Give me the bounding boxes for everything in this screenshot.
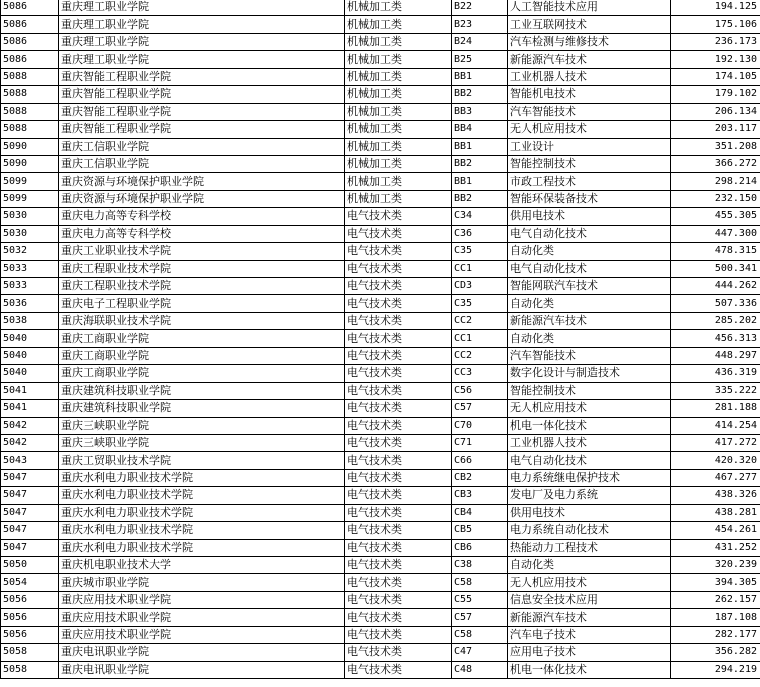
table-row [1,33,760,50]
major-name-cell: 工业机器人技术 [508,68,671,85]
school-code-cell: 5036 [1,295,59,312]
school-code-cell: 5088 [1,68,59,85]
major-code-cell: BB1 [452,68,508,85]
major-name-cell: 电力系统自动化技术 [508,522,671,539]
score-cell: 417.272 [671,434,760,451]
score-cell: 456.313 [671,330,760,347]
major-name-cell: 自动化类 [508,243,671,260]
major-name-cell: 自动化类 [508,330,671,347]
major-code-cell: B25 [452,51,508,68]
table-row [1,469,760,486]
category-cell: 电气技术类 [345,539,452,556]
score-cell: 478.315 [671,243,760,260]
table-row [1,0,760,16]
table-row [1,574,760,591]
major-code-cell: CC1 [452,330,508,347]
school-code-cell: 5047 [1,469,59,486]
score-cell: 294.219 [671,661,760,678]
score-cell: 236.173 [671,33,760,50]
major-name-cell: 汽车检测与维修技术 [508,33,671,50]
major-code-cell: CB6 [452,539,508,556]
school-name-cell: 重庆三峡职业学院 [59,417,345,434]
table-row [1,452,760,469]
major-name-cell: 汽车电子技术 [508,626,671,643]
major-code-cell: C56 [452,382,508,399]
school-code-cell: 5056 [1,591,59,608]
school-code-cell: 5086 [1,0,59,16]
category-cell: 电气技术类 [345,382,452,399]
school-name-cell: 重庆智能工程职业学院 [59,68,345,85]
table-row [1,208,760,225]
major-code-cell: C71 [452,434,508,451]
school-code-cell: 5040 [1,330,59,347]
school-code-cell: 5054 [1,574,59,591]
school-name-cell: 重庆工信职业学院 [59,155,345,172]
category-cell: 电气技术类 [345,434,452,451]
major-name-cell: 工业机器人技术 [508,434,671,451]
category-cell: 机械加工类 [345,33,452,50]
score-cell: 179.102 [671,86,760,103]
major-code-cell: C57 [452,609,508,626]
major-name-cell: 数字化设计与制造技术 [508,365,671,382]
school-name-cell: 重庆理工职业学院 [59,0,345,16]
major-name-cell: 机电一体化技术 [508,417,671,434]
school-name-cell: 重庆智能工程职业学院 [59,121,345,138]
category-cell: 电气技术类 [345,295,452,312]
score-cell: 448.297 [671,347,760,364]
category-cell: 电气技术类 [345,522,452,539]
school-name-cell: 重庆应用技术职业学院 [59,626,345,643]
school-code-cell: 5041 [1,400,59,417]
category-cell: 机械加工类 [345,138,452,155]
table-body [1,0,760,679]
category-cell: 机械加工类 [345,0,452,16]
category-cell: 电气技术类 [345,400,452,417]
school-name-cell: 重庆资源与环境保护职业学院 [59,190,345,207]
school-name-cell: 重庆工业职业技术学院 [59,243,345,260]
school-code-cell: 5088 [1,86,59,103]
table-row [1,434,760,451]
score-cell: 203.117 [671,121,760,138]
major-code-cell: CB5 [452,522,508,539]
category-cell: 机械加工类 [345,173,452,190]
score-cell: 420.320 [671,452,760,469]
school-code-cell: 5099 [1,173,59,190]
school-name-cell: 重庆建筑科技职业学院 [59,382,345,399]
category-cell: 电气技术类 [345,626,452,643]
major-code-cell: C36 [452,225,508,242]
major-name-cell: 电气自动化技术 [508,452,671,469]
category-cell: 机械加工类 [345,155,452,172]
major-code-cell: C66 [452,452,508,469]
school-name-cell: 重庆理工职业学院 [59,16,345,33]
category-cell: 机械加工类 [345,68,452,85]
school-code-cell: 5030 [1,208,59,225]
major-name-cell: 电气自动化技术 [508,260,671,277]
category-cell: 电气技术类 [345,208,452,225]
category-cell: 电气技术类 [345,278,452,295]
major-name-cell: 智能控制技术 [508,382,671,399]
school-name-cell: 重庆水利电力职业技术学院 [59,487,345,504]
school-name-cell: 重庆理工职业学院 [59,51,345,68]
score-cell: 455.305 [671,208,760,225]
table-row [1,103,760,120]
major-name-cell: 电气自动化技术 [508,225,671,242]
school-code-cell: 5042 [1,434,59,451]
major-name-cell: 人工智能技术应用 [508,0,671,16]
major-name-cell: 新能源汽车技术 [508,312,671,329]
table-row [1,155,760,172]
school-name-cell: 重庆水利电力职业技术学院 [59,469,345,486]
table-row [1,68,760,85]
school-name-cell: 重庆工商职业学院 [59,347,345,364]
score-cell: 467.277 [671,469,760,486]
major-code-cell: C58 [452,574,508,591]
school-name-cell: 重庆工程职业技术学院 [59,278,345,295]
score-cell: 335.222 [671,382,760,399]
category-cell: 电气技术类 [345,609,452,626]
major-code-cell: C48 [452,661,508,678]
score-cell: 431.252 [671,539,760,556]
table-row [1,504,760,521]
category-cell: 电气技术类 [345,504,452,521]
table-row [1,121,760,138]
score-cell: 444.262 [671,278,760,295]
major-code-cell: BB4 [452,121,508,138]
school-code-cell: 5040 [1,347,59,364]
table-row [1,522,760,539]
major-code-cell: BB1 [452,173,508,190]
score-cell: 232.150 [671,190,760,207]
score-cell: 414.254 [671,417,760,434]
school-code-cell: 5033 [1,278,59,295]
score-cell: 194.125 [671,0,760,16]
school-name-cell: 重庆工商职业学院 [59,330,345,347]
school-name-cell: 重庆应用技术职业学院 [59,609,345,626]
major-code-cell: CB3 [452,487,508,504]
school-code-cell: 5047 [1,487,59,504]
school-code-cell: 5047 [1,504,59,521]
table-row [1,609,760,626]
score-cell: 192.130 [671,51,760,68]
category-cell: 电气技术类 [345,243,452,260]
table-row [1,591,760,608]
category-cell: 机械加工类 [345,16,452,33]
table-row [1,295,760,312]
table-row [1,661,760,678]
major-name-cell: 汽车智能技术 [508,347,671,364]
school-name-cell: 重庆电子工程职业学院 [59,295,345,312]
table-row [1,557,760,574]
major-name-cell: 市政工程技术 [508,173,671,190]
score-cell: 351.208 [671,138,760,155]
table-row [1,225,760,242]
major-code-cell: CD3 [452,278,508,295]
table-row [1,312,760,329]
category-cell: 电气技术类 [345,312,452,329]
major-name-cell: 发电厂及电力系统 [508,487,671,504]
school-code-cell: 5086 [1,51,59,68]
score-cell: 281.188 [671,400,760,417]
school-code-cell: 5086 [1,16,59,33]
category-cell: 机械加工类 [345,86,452,103]
score-cell: 454.261 [671,522,760,539]
school-code-cell: 5040 [1,365,59,382]
school-name-cell: 重庆工贸职业技术学院 [59,452,345,469]
major-name-cell: 信息安全技术应用 [508,591,671,608]
major-name-cell: 汽车智能技术 [508,103,671,120]
major-code-cell: CC1 [452,260,508,277]
table-row [1,487,760,504]
score-cell: 206.134 [671,103,760,120]
major-code-cell: B23 [452,16,508,33]
category-cell: 电气技术类 [345,591,452,608]
school-code-cell: 5047 [1,522,59,539]
major-name-cell: 新能源汽车技术 [508,51,671,68]
major-name-cell: 热能动力工程技术 [508,539,671,556]
category-cell: 电气技术类 [345,347,452,364]
major-code-cell: CC3 [452,365,508,382]
table-row [1,190,760,207]
school-code-cell: 5058 [1,644,59,661]
school-name-cell: 重庆建筑科技职业学院 [59,400,345,417]
school-name-cell: 重庆电讯职业学院 [59,644,345,661]
major-code-cell: BB2 [452,155,508,172]
score-cell: 320.239 [671,557,760,574]
score-cell: 356.282 [671,644,760,661]
score-cell: 366.272 [671,155,760,172]
table-row [1,278,760,295]
table-row [1,347,760,364]
category-cell: 电气技术类 [345,469,452,486]
table-row [1,260,760,277]
score-cell: 438.326 [671,487,760,504]
major-code-cell: C38 [452,557,508,574]
major-name-cell: 智能环保装备技术 [508,190,671,207]
school-code-cell: 5090 [1,155,59,172]
school-name-cell: 重庆资源与环境保护职业学院 [59,173,345,190]
major-code-cell: C55 [452,591,508,608]
school-name-cell: 重庆水利电力职业技术学院 [59,522,345,539]
score-cell: 187.108 [671,609,760,626]
score-cell: 436.319 [671,365,760,382]
category-cell: 电气技术类 [345,661,452,678]
major-name-cell: 应用电子技术 [508,644,671,661]
school-name-cell: 重庆智能工程职业学院 [59,103,345,120]
table-row [1,626,760,643]
major-code-cell: BB2 [452,86,508,103]
school-name-cell: 重庆水利电力职业技术学院 [59,504,345,521]
category-cell: 电气技术类 [345,330,452,347]
category-cell: 机械加工类 [345,51,452,68]
school-code-cell: 5088 [1,103,59,120]
major-code-cell: C57 [452,400,508,417]
major-code-cell: BB2 [452,190,508,207]
category-cell: 电气技术类 [345,417,452,434]
table-row [1,16,760,33]
major-name-cell: 供用电技术 [508,208,671,225]
school-name-cell: 重庆机电职业技术大学 [59,557,345,574]
school-code-cell: 5050 [1,557,59,574]
category-cell: 电气技术类 [345,225,452,242]
major-code-cell: C35 [452,243,508,260]
major-name-cell: 新能源汽车技术 [508,609,671,626]
major-code-cell: BB1 [452,138,508,155]
major-name-cell: 无人机应用技术 [508,121,671,138]
category-cell: 机械加工类 [345,103,452,120]
score-cell: 174.105 [671,68,760,85]
major-name-cell: 智能控制技术 [508,155,671,172]
major-name-cell: 自动化类 [508,295,671,312]
category-cell: 电气技术类 [345,452,452,469]
category-cell: 电气技术类 [345,365,452,382]
category-cell: 电气技术类 [345,260,452,277]
major-name-cell: 供用电技术 [508,504,671,521]
major-code-cell: BB3 [452,103,508,120]
table-row [1,417,760,434]
table-row [1,173,760,190]
major-code-cell: C35 [452,295,508,312]
major-name-cell: 智能机电技术 [508,86,671,103]
score-cell: 394.305 [671,574,760,591]
table-row [1,330,760,347]
major-code-cell: CC2 [452,347,508,364]
major-code-cell: B24 [452,33,508,50]
school-name-cell: 重庆工程职业技术学院 [59,260,345,277]
major-code-cell: C58 [452,626,508,643]
score-cell: 438.281 [671,504,760,521]
school-name-cell: 重庆城市职业学院 [59,574,345,591]
school-code-cell: 5090 [1,138,59,155]
school-code-cell: 5043 [1,452,59,469]
school-code-cell: 5058 [1,661,59,678]
table-row [1,365,760,382]
school-code-cell: 5041 [1,382,59,399]
major-code-cell: CB4 [452,504,508,521]
school-name-cell: 重庆理工职业学院 [59,33,345,50]
school-name-cell: 重庆工商职业学院 [59,365,345,382]
score-cell: 285.202 [671,312,760,329]
school-name-cell: 重庆电讯职业学院 [59,661,345,678]
score-cell: 175.106 [671,16,760,33]
school-name-cell: 重庆电力高等专科学校 [59,208,345,225]
table-row [1,644,760,661]
major-code-cell: C34 [452,208,508,225]
score-cell: 262.157 [671,591,760,608]
school-name-cell: 重庆水利电力职业技术学院 [59,539,345,556]
major-code-cell: C47 [452,644,508,661]
category-cell: 电气技术类 [345,644,452,661]
table-row [1,400,760,417]
school-code-cell: 5033 [1,260,59,277]
score-cell: 447.300 [671,225,760,242]
school-name-cell: 重庆电力高等专科学校 [59,225,345,242]
school-name-cell: 重庆工信职业学院 [59,138,345,155]
score-cell: 298.214 [671,173,760,190]
major-name-cell: 无人机应用技术 [508,574,671,591]
score-cell: 500.341 [671,260,760,277]
school-code-cell: 5088 [1,121,59,138]
table-row [1,382,760,399]
major-code-cell: C70 [452,417,508,434]
major-name-cell: 工业互联网技术 [508,16,671,33]
major-name-cell: 无人机应用技术 [508,400,671,417]
table-row [1,86,760,103]
school-name-cell: 重庆应用技术职业学院 [59,591,345,608]
table-row [1,138,760,155]
major-name-cell: 工业设计 [508,138,671,155]
category-cell: 电气技术类 [345,487,452,504]
school-code-cell: 5056 [1,609,59,626]
category-cell: 机械加工类 [345,121,452,138]
school-name-cell: 重庆智能工程职业学院 [59,86,345,103]
school-code-cell: 5086 [1,33,59,50]
major-code-cell: CB2 [452,469,508,486]
category-cell: 电气技术类 [345,557,452,574]
major-name-cell: 智能网联汽车技术 [508,278,671,295]
school-code-cell: 5099 [1,190,59,207]
school-code-cell: 5056 [1,626,59,643]
school-name-cell: 重庆海联职业技术学院 [59,312,345,329]
major-name-cell: 机电一体化技术 [508,661,671,678]
score-cell: 507.336 [671,295,760,312]
major-code-cell: B22 [452,0,508,16]
table-row [1,539,760,556]
school-code-cell: 5038 [1,312,59,329]
major-name-cell: 电力系统继电保护技术 [508,469,671,486]
school-code-cell: 5030 [1,225,59,242]
major-name-cell: 自动化类 [508,557,671,574]
score-cell: 282.177 [671,626,760,643]
school-code-cell: 5042 [1,417,59,434]
category-cell: 电气技术类 [345,574,452,591]
table-row [1,243,760,260]
major-code-cell: CC2 [452,312,508,329]
school-name-cell: 重庆三峡职业学院 [59,434,345,451]
school-code-cell: 5032 [1,243,59,260]
school-code-cell: 5047 [1,539,59,556]
category-cell: 机械加工类 [345,190,452,207]
table-row [1,51,760,68]
